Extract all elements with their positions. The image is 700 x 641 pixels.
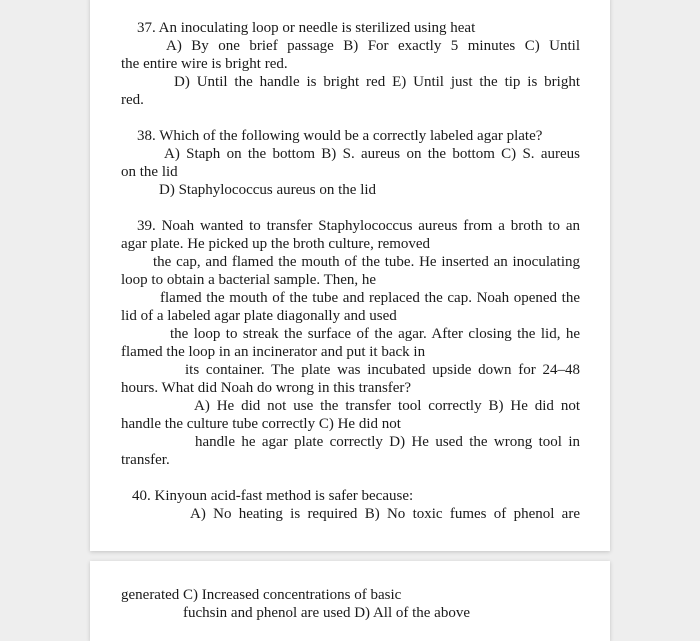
question-37-options-line: A) By one brief passage B) For exactly 5 minutes C) Until	[166, 38, 580, 54]
document-page-1	[90, 0, 610, 551]
question-39-options-line: handle he agar plate correctly D) He used the wrong tool in	[195, 434, 580, 450]
question-39-stem-line: flamed the mouth of the tube and replaced the cap. Noah opened the	[160, 290, 580, 306]
question-40-stem: 40. Kinyoun acid-fast method is safer because:	[132, 488, 414, 504]
question-37-stem: 37. An inoculating loop or needle is sterilized using heat	[137, 20, 476, 36]
question-37-options-line: D) Until the handle is bright red E) Until just the tip is bright	[174, 74, 580, 90]
question-40-options-line: fuchsin and phenol are used D) All of the above	[183, 605, 470, 621]
question-39-stem-line: flamed the loop in an incinerator and put it back in	[121, 344, 426, 360]
question-39-stem-line: 39. Noah wanted to transfer Staphylococcus aureus from a broth to an	[137, 218, 580, 234]
question-39-stem-line: its container. The plate was incubated upside down for 24–48	[185, 362, 580, 378]
question-40-options-line: generated C) Increased concentrations of basic	[121, 587, 402, 603]
question-39-stem-line: the loop to streak the surface of the agar. After closing the lid, he	[170, 326, 580, 342]
question-39-options-line: transfer.	[121, 452, 170, 468]
question-38-options-line: D) Staphylococcus aureus on the lid	[159, 182, 377, 198]
question-38-options-line: A) Staph on the bottom B) S. aureus on the bottom C) S. aureus	[164, 146, 580, 162]
question-39-stem-line: the cap, and flamed the mouth of the tube. He inserted an inoculating	[153, 254, 580, 270]
document-page-2	[90, 561, 610, 641]
question-39-options-line: handle the culture tube correctly C) He did not	[121, 416, 401, 432]
question-39-stem-line: loop to obtain a bacterial sample. Then, he	[121, 272, 377, 288]
question-37-options-line: the entire wire is bright red.	[121, 56, 288, 72]
question-40-options-line: A) No heating is required B) No toxic fumes of phenol are	[190, 506, 580, 522]
question-39-stem-line: agar plate. He picked up the broth culture, removed	[121, 236, 431, 252]
question-39-options-line: A) He did not use the transfer tool correctly B) He did not	[194, 398, 580, 414]
question-39-stem-line: hours. What did Noah do wrong in this transfer?	[121, 380, 412, 396]
question-39-stem-line: lid of a labeled agar plate diagonally and used	[121, 308, 397, 324]
question-38-stem: 38. Which of the following would be a correctly labeled agar plate?	[137, 128, 543, 144]
question-37-options-line: red.	[121, 92, 144, 108]
question-38-options-line: on the lid	[121, 164, 178, 180]
